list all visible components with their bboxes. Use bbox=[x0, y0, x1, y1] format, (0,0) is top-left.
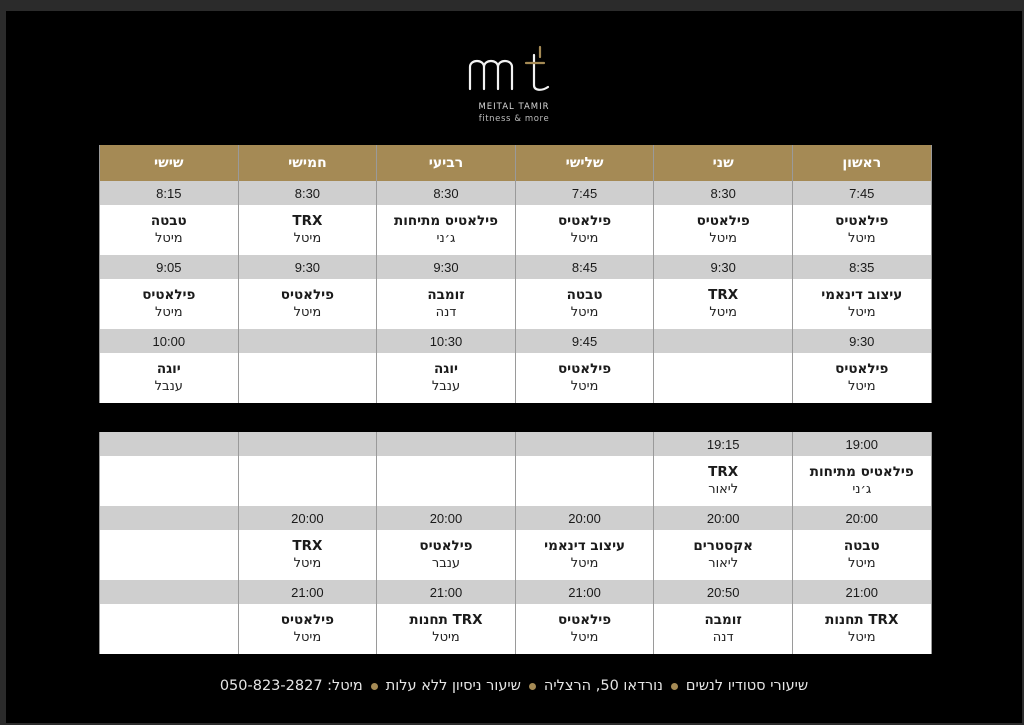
coach-name: ענבל bbox=[154, 379, 183, 394]
time-row bbox=[100, 506, 932, 530]
day-header-row bbox=[100, 145, 932, 181]
class-row bbox=[100, 530, 932, 580]
class-row bbox=[100, 353, 932, 403]
class-cell bbox=[377, 205, 516, 255]
class-cell bbox=[792, 353, 931, 403]
mt-logo-icon bbox=[464, 41, 564, 96]
class-name: TRX תחנות bbox=[825, 612, 899, 628]
class-time: 7:45 bbox=[792, 181, 931, 205]
class-cell bbox=[100, 604, 239, 654]
class-cell bbox=[654, 353, 793, 403]
coach-name: מיטל bbox=[155, 305, 183, 320]
footer-trial: שיעור ניסיון ללא עלות bbox=[385, 678, 521, 694]
class-time: 8:35 bbox=[792, 255, 931, 279]
class-name: טבטה bbox=[566, 287, 603, 303]
class-time: 21:00 bbox=[792, 580, 931, 604]
class-cell bbox=[377, 604, 516, 654]
class-name: זומבה bbox=[704, 612, 742, 628]
class-name: פילאטיס bbox=[280, 612, 334, 628]
class-name: פילאטיס bbox=[142, 287, 196, 303]
brand-logo bbox=[6, 41, 1022, 124]
time-row bbox=[100, 255, 932, 279]
class-time bbox=[515, 432, 654, 456]
coach-name: מיטל bbox=[847, 379, 876, 394]
time-row bbox=[100, 329, 932, 353]
coach-name: דנה bbox=[435, 305, 457, 320]
class-cell bbox=[100, 279, 239, 329]
class-time: 19:15 bbox=[654, 432, 793, 456]
class-time: 9:30 bbox=[654, 255, 793, 279]
class-cell bbox=[100, 456, 239, 506]
coach-name: מיטל bbox=[570, 556, 599, 571]
class-row bbox=[100, 604, 932, 654]
class-time: 7:45 bbox=[515, 181, 654, 205]
class-time: 8:30 bbox=[238, 181, 377, 205]
class-time: 21:00 bbox=[238, 580, 377, 604]
class-name: יוגה bbox=[434, 361, 458, 377]
class-time: 20:50 bbox=[654, 580, 793, 604]
class-cell bbox=[792, 530, 931, 580]
class-time bbox=[238, 432, 377, 456]
time-row bbox=[100, 580, 932, 604]
class-cell bbox=[238, 353, 377, 403]
class-time: 9:30 bbox=[377, 255, 516, 279]
class-name: TRX תחנות bbox=[409, 612, 483, 628]
coach-name: מיטל bbox=[293, 305, 322, 320]
class-time: 9:30 bbox=[238, 255, 377, 279]
coach-name: מיטל bbox=[293, 556, 322, 571]
class-time: 19:00 bbox=[792, 432, 931, 456]
bullet-icon bbox=[371, 683, 378, 690]
class-name: פילאטיס bbox=[835, 213, 889, 229]
class-cell bbox=[100, 353, 239, 403]
class-name: טבטה bbox=[150, 213, 187, 229]
class-cell bbox=[792, 279, 931, 329]
class-cell bbox=[515, 456, 654, 506]
class-name: פילאטיס bbox=[835, 361, 889, 377]
coach-name: מיטל bbox=[570, 379, 599, 394]
class-name: TRX bbox=[292, 213, 323, 229]
morning-schedule-table bbox=[99, 145, 932, 403]
class-time: 10:00 bbox=[100, 329, 239, 353]
coach-name: מיטל bbox=[293, 231, 322, 246]
class-time: 8:30 bbox=[377, 181, 516, 205]
class-cell bbox=[515, 530, 654, 580]
class-time: 21:00 bbox=[377, 580, 516, 604]
class-name: זומבה bbox=[427, 287, 465, 303]
class-time bbox=[100, 506, 239, 530]
class-name: פילאטיס bbox=[557, 213, 612, 229]
coach-name: ג׳ני bbox=[852, 482, 872, 497]
coach-name: מיטל bbox=[570, 231, 599, 246]
class-name: פילאטיס bbox=[419, 538, 473, 554]
footer-info bbox=[6, 678, 1022, 694]
class-cell bbox=[654, 530, 793, 580]
class-cell bbox=[654, 205, 793, 255]
day-header: ראשון bbox=[792, 145, 931, 181]
class-name: פילאטיס bbox=[280, 287, 334, 303]
class-time: 20:00 bbox=[654, 506, 793, 530]
class-name: TRX bbox=[292, 538, 323, 554]
class-cell bbox=[238, 530, 377, 580]
class-cell bbox=[377, 279, 516, 329]
day-header: חמישי bbox=[238, 145, 377, 181]
coach-name: מיטל bbox=[570, 630, 599, 645]
class-name: פילאטיס bbox=[557, 361, 612, 377]
bullet-icon bbox=[671, 683, 678, 690]
coach-name: ג׳ני bbox=[436, 231, 456, 246]
coach-name: מיטל bbox=[709, 231, 737, 246]
class-row bbox=[100, 456, 932, 506]
class-name: אקסטרים bbox=[693, 538, 753, 554]
coach-name: מיטל bbox=[847, 305, 876, 320]
class-time bbox=[654, 329, 793, 353]
class-time bbox=[100, 580, 239, 604]
class-cell bbox=[515, 279, 654, 329]
coach-name: מיטל bbox=[847, 231, 876, 246]
class-time: 8:45 bbox=[515, 255, 654, 279]
coach-name: ענבל bbox=[431, 379, 461, 394]
coach-name: ענבר bbox=[431, 556, 461, 571]
coach-name: דנה bbox=[712, 630, 734, 645]
time-row bbox=[100, 181, 932, 205]
class-cell bbox=[377, 530, 516, 580]
class-time: 10:30 bbox=[377, 329, 516, 353]
class-row bbox=[100, 205, 932, 255]
class-cell bbox=[238, 604, 377, 654]
class-cell bbox=[792, 205, 931, 255]
brand-name: MEITAL TAMIR bbox=[478, 102, 550, 112]
day-header: רביעי bbox=[377, 145, 516, 181]
footer-phone: 050-823-2827 bbox=[219, 678, 323, 694]
class-name: פילאטיס מתיחות bbox=[394, 213, 498, 229]
class-name: עיצוב דינאמי bbox=[821, 287, 903, 303]
class-cell bbox=[100, 205, 239, 255]
class-name: עיצוב דינאמי bbox=[544, 538, 626, 554]
class-cell bbox=[654, 456, 793, 506]
class-cell bbox=[654, 604, 793, 654]
class-name: פילאטיס מתיחות bbox=[809, 464, 914, 480]
class-time: 9:05 bbox=[100, 255, 239, 279]
class-time: 9:45 bbox=[515, 329, 654, 353]
class-name: טבטה bbox=[843, 538, 880, 554]
class-cell bbox=[515, 205, 654, 255]
class-row bbox=[100, 279, 932, 329]
class-cell bbox=[515, 353, 654, 403]
evening-schedule-table bbox=[99, 432, 932, 654]
brand-tagline: fitness & more bbox=[478, 114, 550, 124]
class-time bbox=[377, 432, 516, 456]
class-cell bbox=[238, 279, 377, 329]
class-time: 21:00 bbox=[515, 580, 654, 604]
day-header: שלישי bbox=[515, 145, 654, 181]
footer-contact-label: מיטל: bbox=[327, 678, 363, 694]
coach-name: מיטל bbox=[432, 630, 460, 645]
class-time: 8:30 bbox=[654, 181, 793, 205]
class-cell bbox=[377, 353, 516, 403]
class-time: 20:00 bbox=[238, 506, 377, 530]
coach-name: ליאור bbox=[708, 556, 739, 571]
time-row bbox=[100, 432, 932, 456]
coach-name: מיטל bbox=[847, 556, 876, 571]
class-name: פילאטיס bbox=[557, 612, 612, 628]
class-cell bbox=[238, 456, 377, 506]
footer-studio: שיעורי סטודיו לנשים bbox=[685, 678, 809, 694]
coach-name: מיטל bbox=[293, 630, 322, 645]
schedule-poster bbox=[6, 11, 1022, 723]
class-cell bbox=[654, 279, 793, 329]
class-time: 20:00 bbox=[792, 506, 931, 530]
coach-name: ליאור bbox=[708, 482, 739, 497]
class-cell bbox=[377, 456, 516, 506]
class-time: 8:15 bbox=[100, 181, 239, 205]
class-name: TRX bbox=[708, 287, 739, 303]
class-cell bbox=[792, 456, 931, 506]
coach-name: מיטל bbox=[709, 305, 737, 320]
footer-address: נורדאו 50, הרצליה bbox=[543, 678, 663, 694]
day-header: שני bbox=[654, 145, 793, 181]
class-cell bbox=[515, 604, 654, 654]
class-cell bbox=[100, 530, 239, 580]
class-cell bbox=[238, 205, 377, 255]
class-time bbox=[100, 432, 239, 456]
class-time: 9:30 bbox=[792, 329, 931, 353]
coach-name: מיטל bbox=[570, 305, 599, 320]
class-name: TRX bbox=[708, 464, 739, 480]
class-name: פילאטיס bbox=[696, 213, 750, 229]
class-time bbox=[238, 329, 377, 353]
coach-name: מיטל bbox=[155, 231, 183, 246]
coach-name: מיטל bbox=[847, 630, 876, 645]
class-time: 20:00 bbox=[377, 506, 516, 530]
day-header: שישי bbox=[100, 145, 239, 181]
bullet-icon bbox=[529, 683, 536, 690]
class-cell bbox=[792, 604, 931, 654]
class-time: 20:00 bbox=[515, 506, 654, 530]
class-name: יוגה bbox=[156, 361, 181, 377]
